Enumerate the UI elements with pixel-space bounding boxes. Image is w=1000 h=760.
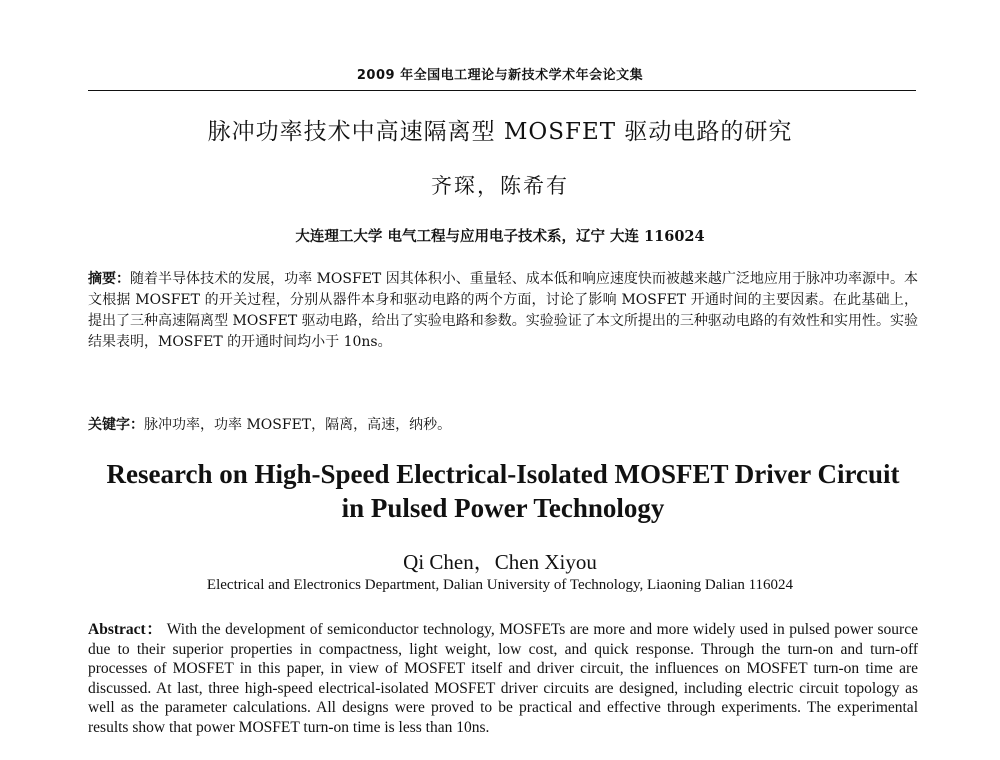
english-title-line-1: Research on High-Speed Electrical-Isolated MOSFET Driver Circuit — [106, 459, 900, 489]
english-title — [88, 457, 918, 525]
english-affiliation: Electrical and Electronics Department, Dalian University of Technology, Liaoning Dalian 116024 — [206, 577, 794, 593]
chinese-keywords — [88, 415, 918, 435]
chinese-abstract-label: 摘要： — [88, 271, 131, 287]
chinese-authors: 齐琛，陈希有 — [431, 174, 569, 198]
chinese-keywords-label: 关键字： — [88, 417, 144, 433]
chinese-keywords-text: 脉冲功率，功率 MOSFET，隔离，高速，纳秒。 — [144, 417, 452, 433]
header-rule — [88, 90, 916, 91]
english-title-line-2: in Pulsed Power Technology — [341, 493, 665, 523]
chinese-title: 脉冲功率技术中高速隔离型 MOSFET 驱动电路的研究 — [207, 119, 793, 145]
chinese-abstract-text: 随着半导体技术的发展，功率 MOSFET 因其体积小、重量轻、成本低和响应速度快而被越来越广泛地应用于脉冲功率源中。本文根据 MOSFET 的开关过程，分别从器件本身和驱动电路的两个方面，讨论了影响 MOSFET 开通时间的主要因素。在此基础上，提出了三种高速隔离型 MOSFET 驱动电路，给出了实验电路和参数。实验验证了本文所提出的三种驱动电路的有效性和实用性。实验结果表明，MOSFET 的开通时间均小于 10ns。 — [88, 271, 919, 350]
running-header: 2009 年全国电工理论与新技术学术年会论文集 — [356, 68, 644, 83]
chinese-affiliation: 大连理工大学 电气工程与应用电子技术系，辽宁 大连 116024 — [295, 228, 705, 245]
english-authors: Qi Chen，Chen Xiyou — [403, 550, 597, 574]
english-abstract-text: With the development of semiconductor technology, MOSFETs are more and more widely used in pulsed power source due to their superior properties in compactness, light weight, low cost, and quick response. Through the turn-on and turn-off processes of MOSFET in this paper, in view of MOSFET itself and driver circuit, the influences on MOSFET turn-on time are discussed. At last, three high-speed electrical-isolated MOSFET driver circuits are designed, including electric circuit topology as well as the parameter calculations. All designs were proved to be practical and effective through experiments. The experimental results show that power MOSFET turn-on time is less than 10ns. — [88, 621, 918, 736]
chinese-abstract — [88, 269, 918, 353]
english-abstract — [88, 620, 918, 737]
english-abstract-label: Abstract： — [88, 621, 163, 638]
